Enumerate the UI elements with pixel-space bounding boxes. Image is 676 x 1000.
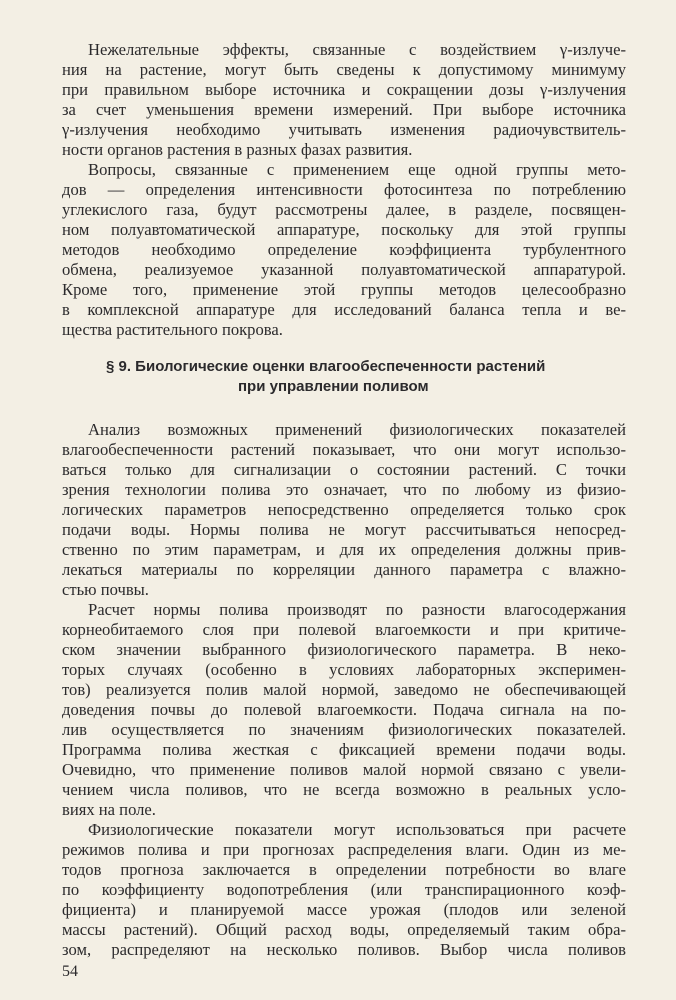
text-line: стью почвы. [62, 580, 149, 599]
text-line: Кроме того, применение этой группы методов целесообразно [62, 280, 626, 299]
text-line: ском значении выбранного физиологического параметра. В неко- [62, 640, 626, 659]
text-line: обмена, реализуемое указанной полуавтоматической аппаратурой. [62, 260, 626, 279]
section-heading-line-2: при управлении поливом [238, 378, 429, 395]
text-line: Нежелательные эффекты, связанные с воздействием γ-излуче- [88, 40, 626, 59]
text-line: дов — определения интенсивности фотосинтеза по потреблению [62, 180, 626, 199]
text-line: лекаться материалы по корреляции данного параметра с влажно- [62, 560, 626, 579]
text-line: Расчет нормы полива производят по разности влагосодержания [88, 600, 626, 619]
section-heading-line-1: § 9. Биологические оценки влагообеспеченности растений [106, 358, 546, 375]
text-line: доведения почвы до полевой влагоемкости. Подача сигнала на по- [62, 700, 626, 719]
text-line: тодов прогноза заключается в определении потребности во влаге [62, 860, 626, 879]
text-line: Программа полива жесткая с фиксацией времени подачи воды. [62, 740, 626, 759]
text-line: Анализ возможных применений физиологических показателей [88, 420, 626, 439]
text-line: зрения технологии полива это означает, что по любому из физио- [62, 480, 626, 499]
text-line: ственно по этим параметрам, и для их определения должны прив- [62, 540, 626, 559]
text-line: за счет уменьшения времени измерений. При выборе источника [62, 100, 626, 119]
text-line: по коэффициенту водопотребления (или транспирационного коэф- [62, 880, 626, 899]
text-line: γ-излучения необходимо учитывать изменения радиочувствитель- [62, 120, 626, 139]
text-line: фициента) и планируемой массе урожая (плодов или зеленой [62, 900, 626, 919]
text-line: углекислого газа, будут рассмотрены далее, в разделе, посвящен- [62, 200, 626, 219]
text-line: массы растений). Общий расход воды, определяемый таким обра- [62, 920, 626, 939]
text-line: ности органов растения в разных фазах развития. [62, 140, 413, 159]
text-line: подачи воды. Нормы полива не могут рассчитываться непосред- [62, 520, 626, 539]
text-line: ваться только для сигнализации о состоянии растений. С точки [62, 460, 626, 479]
text-line: Очевидно, что применение поливов малой нормой связано с увели- [62, 760, 626, 779]
text-line: ном полуавтоматической аппаратуре, поскольку для этой группы [62, 220, 626, 239]
text-line: чением числа поливов, что не всегда возможно в реальных усло- [62, 780, 626, 799]
text-line: режимов полива и при прогнозах распределения влаги. Один из ме- [62, 840, 626, 859]
text-line: Вопросы, связанные с применением еще одной группы мето- [88, 160, 626, 179]
text-line: логических параметров непосредственно определяется только срок [62, 500, 626, 519]
text-line: тов) реализуется полив малой нормой, заведомо не обеспечивающей [62, 680, 626, 699]
page-number: 54 [62, 963, 78, 980]
text-line: зом, распределяют на несколько поливов. Выбор числа поливов [62, 940, 626, 959]
text-line: корнеобитаемого слоя при полевой влагоемкости и при критиче- [62, 620, 626, 639]
text-line: методов необходимо определение коэффициента турбулентного [62, 240, 626, 259]
text-line: в комплексной аппаратуре для исследований баланса тепла и ве- [62, 300, 626, 319]
text-line: Физиологические показатели могут использоваться при расчете [88, 820, 626, 839]
text-line: ния на растение, могут быть сведены к допустимому минимуму [62, 60, 626, 79]
text-line: щества растительного покрова. [62, 320, 283, 339]
text-line: при правильном выборе источника и сокращении дозы γ-излучения [62, 80, 626, 99]
text-line: влагообеспеченности растений показывает, что они могут использо- [62, 440, 626, 459]
text-line: торых случаях (особенно в условиях лабораторных эксперимен- [62, 660, 626, 679]
text-line: виях на поле. [62, 800, 156, 819]
text-line: лив осуществляется по значениям физиологических показателей. [62, 720, 626, 739]
